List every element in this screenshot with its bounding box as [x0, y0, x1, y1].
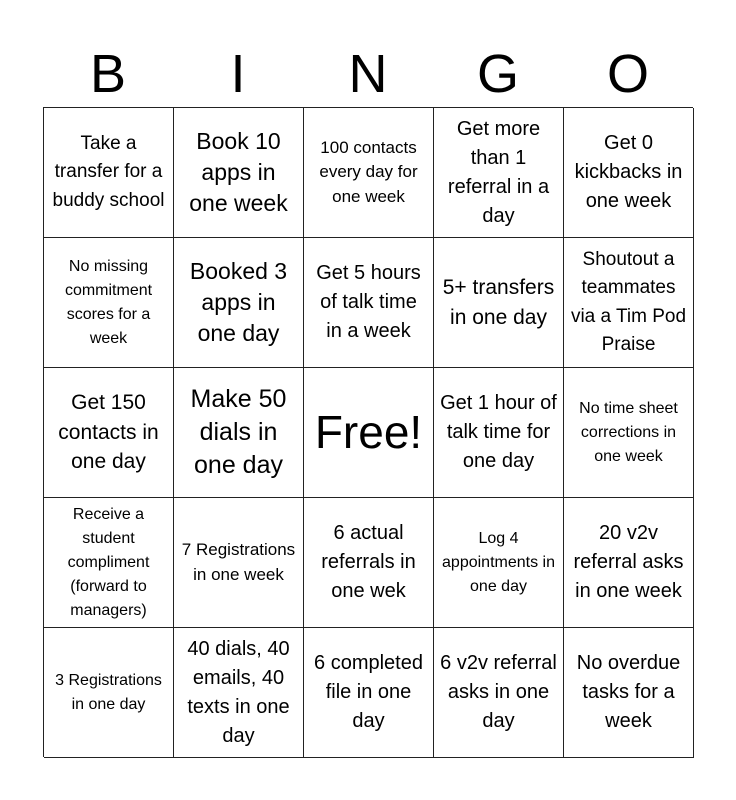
header-letter-g: G [476, 44, 519, 104]
cell-text: No missing commitment scores for a week [64, 257, 153, 347]
header-letter-n: N [348, 44, 388, 104]
cell-text: Get 0 kickbacks in one week [574, 132, 683, 212]
header-letter-i: I [230, 44, 246, 104]
bingo-cell-i3[interactable] [174, 368, 304, 498]
bingo-cell-g1[interactable] [434, 108, 564, 238]
cell-text: Receive a student compliment (forward to managers) [67, 505, 150, 619]
bingo-cell-free[interactable] [304, 368, 434, 498]
cell-text: Booked 3 apps in one day [189, 257, 288, 347]
cell-text: 6 completed file in one day [314, 652, 423, 732]
cell-text: Log 4 appointments in one day [442, 529, 555, 595]
bingo-cell-g4[interactable] [434, 498, 564, 628]
cell-text: Book 10 apps in one week [189, 127, 288, 217]
bingo-cell-b2[interactable] [44, 238, 174, 368]
cell-text: Make 50 dials in one day [190, 384, 287, 480]
cell-text: Shoutout a teammates via a Tim Pod Praise [570, 248, 687, 355]
bingo-cell-o2[interactable] [564, 238, 694, 368]
cell-text: Get 150 contacts in one day [58, 391, 159, 474]
bingo-cell-i1[interactable] [174, 108, 304, 238]
bingo-cell-b1[interactable] [44, 108, 174, 238]
bingo-cell-b4[interactable] [44, 498, 174, 628]
bingo-cell-g3[interactable] [434, 368, 564, 498]
bingo-cell-n1[interactable] [304, 108, 434, 238]
free-space-text: Free! [314, 405, 423, 458]
header-letter-o: O [606, 44, 649, 104]
cell-text: 3 Registrations in one day [55, 671, 162, 713]
cell-text: 100 contacts every day for one week [319, 138, 418, 206]
bingo-cell-b3[interactable] [44, 368, 174, 498]
bingo-cell-i2[interactable] [174, 238, 304, 368]
bingo-cell-i4[interactable] [174, 498, 304, 628]
bingo-cell-o3[interactable] [564, 368, 694, 498]
cell-text: Get more than 1 referral in a day [447, 117, 550, 227]
cell-text: 7 Registrations in one week [181, 540, 296, 584]
bingo-cell-n5[interactable] [304, 628, 434, 758]
bingo-cell-o5[interactable] [564, 628, 694, 758]
cell-text: 6 v2v referral asks in one day [440, 652, 557, 732]
bingo-header [43, 40, 693, 108]
bingo-cell-i5[interactable] [174, 628, 304, 758]
cell-text: 6 actual referrals in one wek [321, 522, 416, 602]
bingo-cell-b5[interactable] [44, 628, 174, 758]
cell-text: 20 v2v referral asks in one week [573, 522, 684, 602]
header-letter-b: B [89, 44, 127, 104]
cell-text: Get 5 hours of talk time in a week [316, 262, 421, 342]
bingo-cell-g2[interactable] [434, 238, 564, 368]
cell-text: Get 1 hour of talk time for one day [440, 392, 557, 472]
cell-text: 40 dials, 40 emails, 40 texts in one day [187, 637, 290, 747]
bingo-cell-o4[interactable] [564, 498, 694, 628]
cell-text: No time sheet corrections in one week [579, 399, 678, 465]
bingo-cell-o1[interactable] [564, 108, 694, 238]
bingo-cell-n2[interactable] [304, 238, 434, 368]
cell-text: No overdue tasks for a week [576, 652, 681, 732]
cell-text: 5+ transfers in one day [442, 276, 555, 329]
bingo-board [43, 107, 693, 757]
cell-text: Take a transfer for a buddy school [52, 132, 165, 211]
bingo-cell-g5[interactable] [434, 628, 564, 758]
bingo-cell-n4[interactable] [304, 498, 434, 628]
